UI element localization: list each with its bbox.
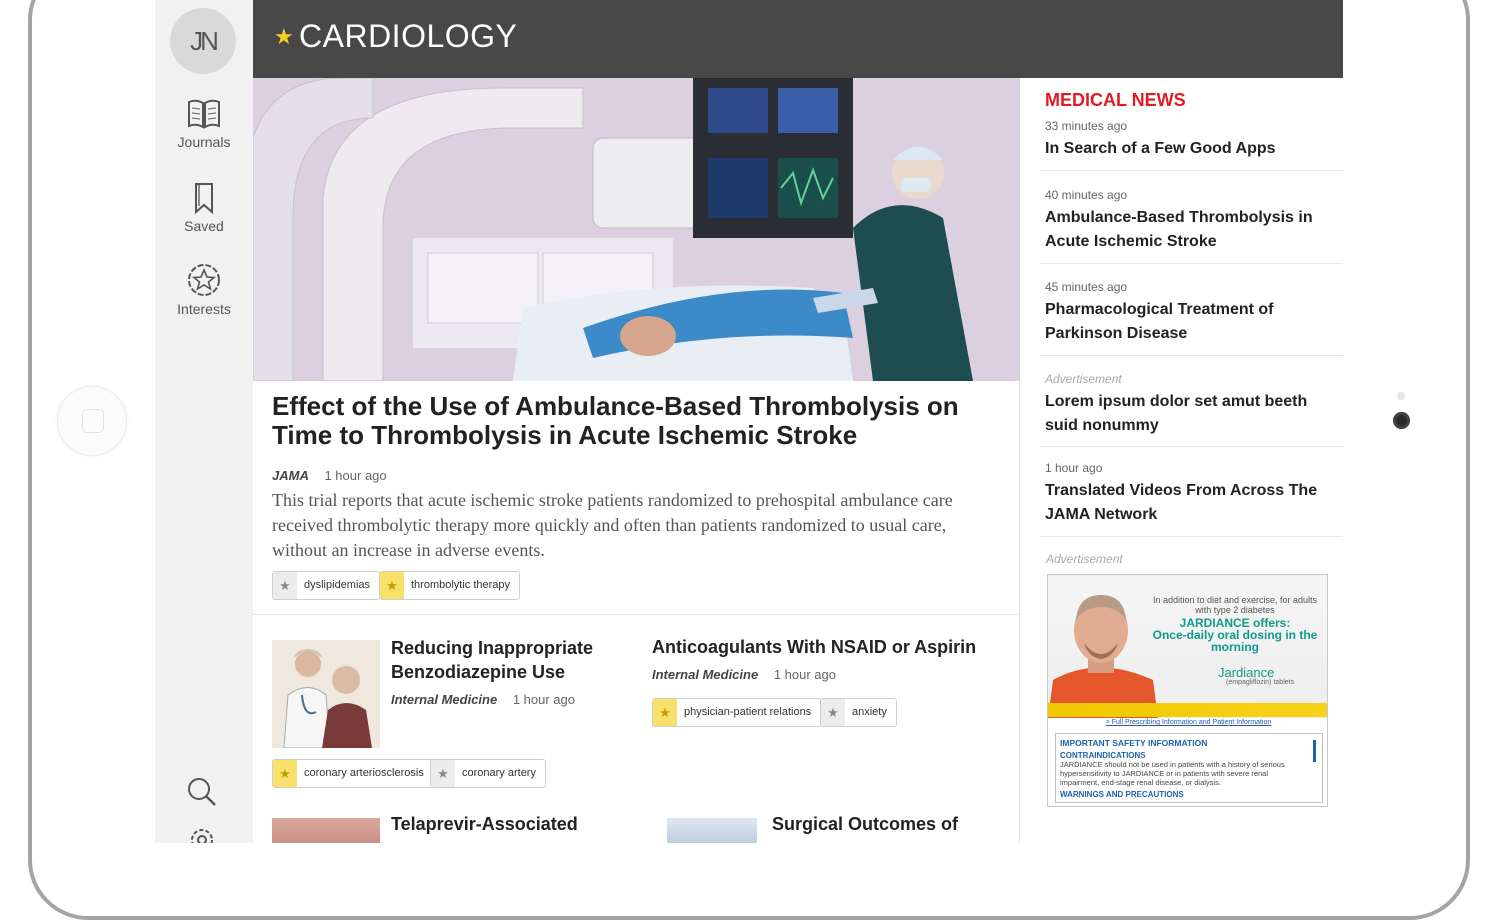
home-button[interactable]	[57, 386, 127, 456]
app-logo[interactable]: JN	[170, 8, 236, 74]
article-title[interactable]: Anticoagulants With NSAID or Aspirin	[652, 637, 977, 657]
section-divider	[253, 614, 1020, 615]
scrollbar[interactable]	[1313, 740, 1316, 762]
news-title[interactable]: Ambulance-Based Thrombolysis in Acute Ischemic Stroke	[1045, 209, 1313, 250]
article-thumbnail[interactable]	[272, 640, 380, 748]
star-icon[interactable]: ★	[821, 699, 845, 726]
gear-icon[interactable]	[186, 824, 218, 843]
app-screen	[155, 0, 1343, 843]
search-icon[interactable]	[186, 776, 218, 808]
medical-news-panel	[1020, 78, 1343, 843]
safety-title: IMPORTANT SAFETY INFORMATION	[1060, 738, 1208, 748]
warnings-title: WARNINGS AND PRECAUTIONS	[1060, 790, 1184, 799]
star-icon[interactable]: ★	[431, 760, 455, 787]
main-content	[253, 78, 1020, 843]
tag-label: anxiety	[852, 706, 887, 718]
sidebar-item-interests[interactable]	[155, 263, 253, 317]
sidebar-item-saved[interactable]	[155, 182, 253, 234]
star-icon[interactable]: ★	[273, 760, 297, 787]
sidebar	[155, 0, 253, 843]
page-title: CARDIOLOGY	[299, 18, 518, 54]
news-divider	[1040, 536, 1343, 537]
section-heading: MEDICAL NEWS	[1045, 90, 1186, 110]
news-item[interactable]	[1045, 461, 1330, 527]
hero-image[interactable]	[253, 78, 1020, 381]
bookmark-icon	[186, 182, 222, 214]
article-title[interactable]: Surgical Outcomes of	[772, 814, 959, 834]
star-icon[interactable]: ★	[653, 699, 677, 726]
home-square-icon	[82, 409, 104, 433]
advertisement-banner[interactable]	[1047, 574, 1328, 807]
sensor-icon	[1397, 392, 1405, 400]
news-divider	[1040, 263, 1343, 264]
favorite-star-icon[interactable]: ★	[274, 24, 294, 49]
news-title[interactable]: Pharmacological Treatment of Parkinson Disease	[1045, 301, 1274, 342]
hero-illustration	[253, 78, 1020, 381]
featured-meta	[272, 468, 387, 483]
featured-abstract: This trial reports that acute ischemic stroke patients randomized to prehospital ambulance care received thrombolytic therapy more quickly and often than patients randomized to usual care, without an increase in adverse events.	[272, 490, 953, 560]
article-thumbnail[interactable]	[667, 818, 757, 843]
timestamp: 1 hour ago	[773, 667, 836, 682]
tag-label: coronary arteriosclerosis	[304, 767, 424, 779]
book-icon	[186, 98, 222, 130]
advertisement-label: Advertisement	[1046, 552, 1123, 566]
star-icon[interactable]: ★	[273, 572, 297, 599]
tag-chip[interactable]	[652, 698, 821, 727]
ad-intro: In addition to diet and exercise, for adults with type 2 diabetes	[1152, 595, 1318, 615]
man-portrait-illustration	[1048, 575, 1158, 718]
ad-offer-title: JARDIANCE offers:	[1179, 616, 1291, 630]
news-item[interactable]	[1045, 119, 1330, 161]
contraindications-text: JARDIANCE should not be used in patients with a history of serious hypersensitivity to JARDIANCE or in patients with severe renal impairment, end-stage renal disease, or dialysis.	[1060, 760, 1285, 787]
news-divider	[1040, 355, 1343, 356]
sidebar-item-label: Journals	[177, 134, 231, 150]
sidebar-item-journals[interactable]	[155, 98, 253, 150]
news-title[interactable]: Lorem ipsum dolor set amut beeth suid nonummy	[1045, 393, 1308, 434]
advertisement-label: Advertisement	[1045, 372, 1122, 386]
safety-info-box[interactable]	[1055, 733, 1323, 803]
timestamp: 40 minutes ago	[1045, 188, 1128, 202]
tag-label: physician-patient relations	[684, 706, 812, 718]
news-divider	[1040, 446, 1343, 447]
ad-brand-sub: (empagliflozin) tablets	[1226, 679, 1295, 686]
tag-chip[interactable]	[272, 571, 380, 600]
news-title[interactable]: Translated Videos From Across The JAMA Network	[1045, 482, 1318, 523]
news-divider	[1040, 170, 1343, 171]
article-title[interactable]: Reducing Inappropriate Benzodiazepine Use	[391, 638, 594, 682]
tag-label: thrombolytic therapy	[411, 579, 511, 591]
sidebar-item-label: Interests	[177, 301, 231, 317]
article-meta	[652, 667, 836, 682]
article-meta	[391, 692, 575, 707]
ad-stripe	[1048, 703, 1328, 717]
star-icon[interactable]: ★	[380, 572, 404, 599]
tag-chip[interactable]	[430, 759, 546, 788]
tag-label: dyslipidemias	[304, 579, 371, 591]
ad-offer	[1146, 617, 1324, 653]
star-badge-icon	[185, 263, 223, 297]
camera-icon	[1393, 412, 1410, 429]
article-title[interactable]: Telaprevir-Associated	[391, 814, 578, 834]
tag-chip[interactable]	[820, 698, 897, 727]
prescribing-info-link[interactable]: > Full Prescribing Information and Patient Information	[1105, 719, 1272, 726]
journal-name[interactable]: JAMA	[272, 468, 309, 483]
ad-offer-text: Once-daily oral dosing in the morning	[1152, 628, 1318, 654]
article-thumbnail[interactable]	[272, 818, 380, 843]
timestamp: 1 hour ago	[512, 692, 575, 707]
timestamp: 33 minutes ago	[1045, 119, 1128, 133]
tag-chip[interactable]	[379, 571, 520, 600]
journal-name[interactable]: Internal Medicine	[391, 692, 498, 707]
tag-chip[interactable]	[272, 759, 434, 788]
news-title[interactable]: In Search of a Few Good Apps	[1045, 140, 1276, 157]
news-item-sponsored[interactable]	[1045, 372, 1330, 438]
journal-name[interactable]: Internal Medicine	[652, 667, 759, 682]
sidebar-item-label: Saved	[184, 218, 224, 234]
timestamp: 1 hour ago	[324, 468, 387, 483]
tag-label: coronary artery	[462, 767, 536, 779]
doctor-patient-illustration	[272, 640, 380, 748]
ad-brand: Jardiance	[1218, 665, 1275, 680]
news-item[interactable]	[1045, 188, 1330, 254]
featured-title[interactable]: Effect of the Use of Ambulance-Based Thrombolysis on Time to Thrombolysis in Acute Ischemic Stroke	[272, 391, 959, 450]
news-item[interactable]	[1045, 280, 1330, 346]
header-bar	[253, 0, 1343, 78]
timestamp: 45 minutes ago	[1045, 280, 1128, 294]
timestamp: 1 hour ago	[1045, 461, 1103, 475]
contraindications-title: CONTRAINDICATIONS	[1060, 751, 1146, 760]
